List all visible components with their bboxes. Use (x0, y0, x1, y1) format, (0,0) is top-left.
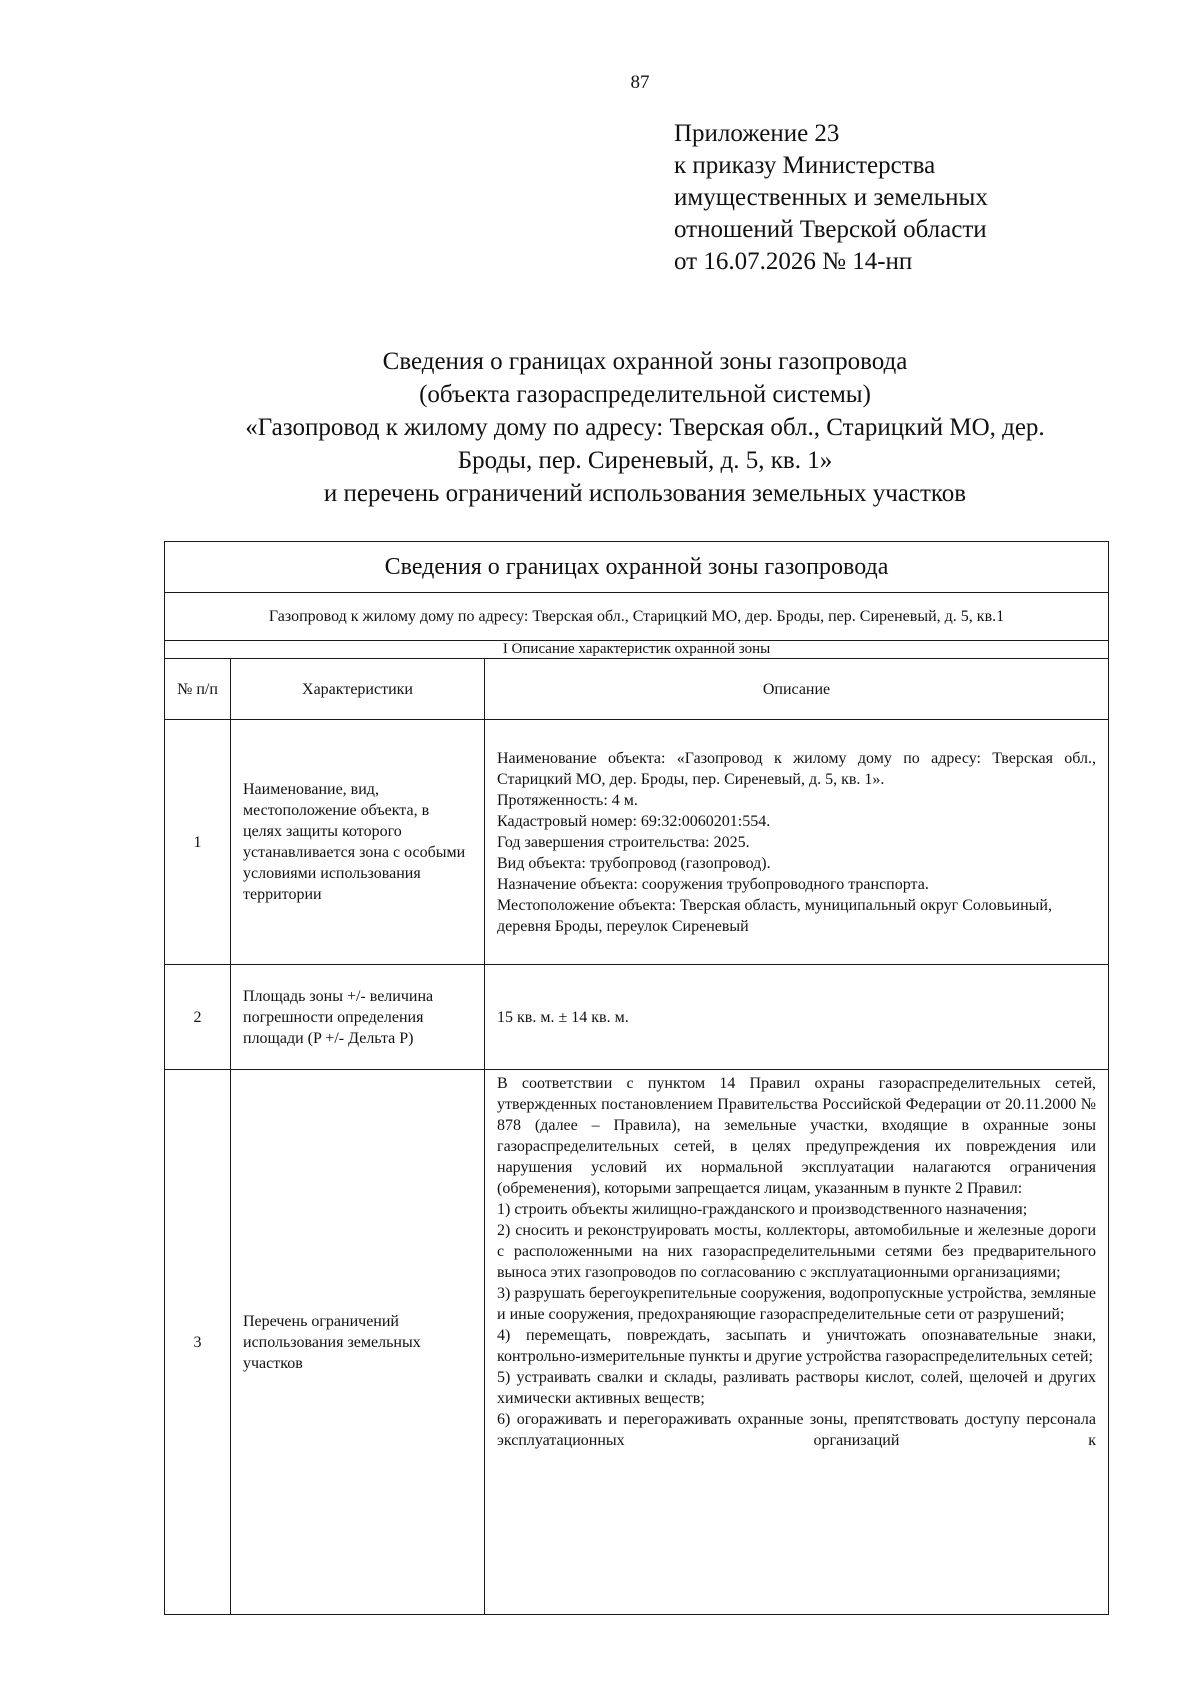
row-number: 1 (165, 720, 231, 965)
description-line: Наименование объекта: «Газопровод к жилому дому по адресу: Тверская обл., Старицкий МО, дер. Броды, пер. Сиреневый, д. 5, кв. 1». (497, 749, 1097, 788)
column-header-characteristic: Характеристики (231, 659, 485, 720)
column-header-description: Описание (485, 659, 1109, 720)
description-line: 4) перемещать, повреждать, засыпать и уничтожать опознавательные знаки, контрольно-измерительные пункты и другие устройства газораспределительных сетей; (497, 1327, 1097, 1365)
description-line: 2) сносить и реконструировать мосты, коллекторы, автомобильные и железные дороги с расположенными на них газораспределительными сетями без предварительного выноса этих газопроводов по согласованию с эксплуатационными организациями; (497, 1222, 1097, 1281)
document-title (150, 345, 1140, 510)
appendix-block (674, 118, 988, 278)
row-number: 2 (165, 965, 231, 1070)
title-line: Броды, пер. Сиреневый, д. 5, кв. 1» (457, 447, 833, 474)
object-name: Газопровод к жилому дому по адресу: Тверская обл., Старицкий МО, дер. Броды, пер. Сиреневый, д. 5, кв.1 (165, 593, 1109, 641)
row-characteristic: Перечень ограничений использования земельных участков (231, 1070, 485, 1615)
title-line: (объекта газораспределительной системы) (419, 381, 871, 408)
section-title: I Описание характеристик охранной зоны (165, 641, 1109, 659)
appendix-line: к приказу Министерства (674, 152, 936, 179)
table-heading: Сведения о границах охранной зоны газопровода (165, 542, 1109, 593)
table-row (165, 965, 1109, 1070)
title-line: Сведения о границах охранной зоны газопровода (382, 348, 908, 375)
row-characteristic: Наименование, вид, местоположение объекта, в целях защиты которого устанавливается зона с особыми условиями использования территории (231, 720, 485, 965)
description-line: 6) огораживать и перегораживать охранные зоны, препятствовать доступу персонала эксплуатационных организаций к (497, 1411, 1097, 1449)
description-line: 5) устраивать свалки и склады, разливать растворы кислот, солей, щелочей и других химически активных веществ; (497, 1369, 1097, 1407)
description-line: 15 кв. м. ± 14 кв. м. (497, 1008, 629, 1026)
appendix-line: от 16.07.2026 № 14-нп (674, 248, 913, 275)
description-line: Кадастровый номер: 69:32:0060201:554. (497, 812, 771, 830)
column-header-num: № п/п (165, 659, 231, 720)
description-line: В соответствии с пунктом 14 Правил охраны газораспределительных сетей, утвержденных постановлением Правительства Российской Федерации от 20.11.2000 № 878 (далее – Правила), на земельные участки, входящие в охранные зоны газораспределительных сетей, в целях предупреждения их повреждения или нарушения условий их нормальной эксплуатации налагаются ограничения (обременения), которыми запрещается лицам, указанным в пункте 2 Правил: (497, 1075, 1097, 1197)
table-row (165, 1070, 1109, 1615)
row-description (485, 1070, 1109, 1615)
description-line: 3) разрушать берегоукрепительные сооружения, водопропускные устройства, земляные и иные сооружения, предохраняющие газораспределительные сети от разрушений; (497, 1285, 1097, 1323)
row-number: 3 (165, 1070, 231, 1615)
row-description (485, 720, 1109, 965)
description-line: Вид объекта: трубопровод (газопровод). (497, 854, 771, 872)
appendix-line: имущественных и земельных (674, 184, 988, 211)
zone-table (164, 541, 1109, 1615)
description-line: Местоположение объекта: Тверская область, муниципальный округ Соловьиный, деревня Броды, переулок Сиреневый (497, 896, 1052, 935)
appendix-line: отношений Тверской области (674, 216, 987, 243)
description-line: Год завершения строительства: 2025. (497, 833, 750, 851)
description-line: Назначение объекта: сооружения трубопроводного транспорта. (497, 875, 929, 893)
page-number: 87 (630, 72, 650, 93)
appendix-line: Приложение 23 (674, 120, 840, 147)
description-line: 1) строить объекты жилищно-гражданского и производственного назначения; (497, 1201, 1028, 1218)
title-line: и перечень ограничений использования земельных участков (323, 480, 967, 507)
table-row (165, 720, 1109, 965)
row-characteristic: Площадь зоны +/- величина погрешности определения площади (P +/- Дельта P) (231, 965, 485, 1070)
description-line: Протяженность: 4 м. (497, 791, 638, 809)
row-description (485, 965, 1109, 1070)
title-line: «Газопровод к жилому дому по адресу: Тверская обл., Старицкий МО, дер. (245, 414, 1045, 441)
